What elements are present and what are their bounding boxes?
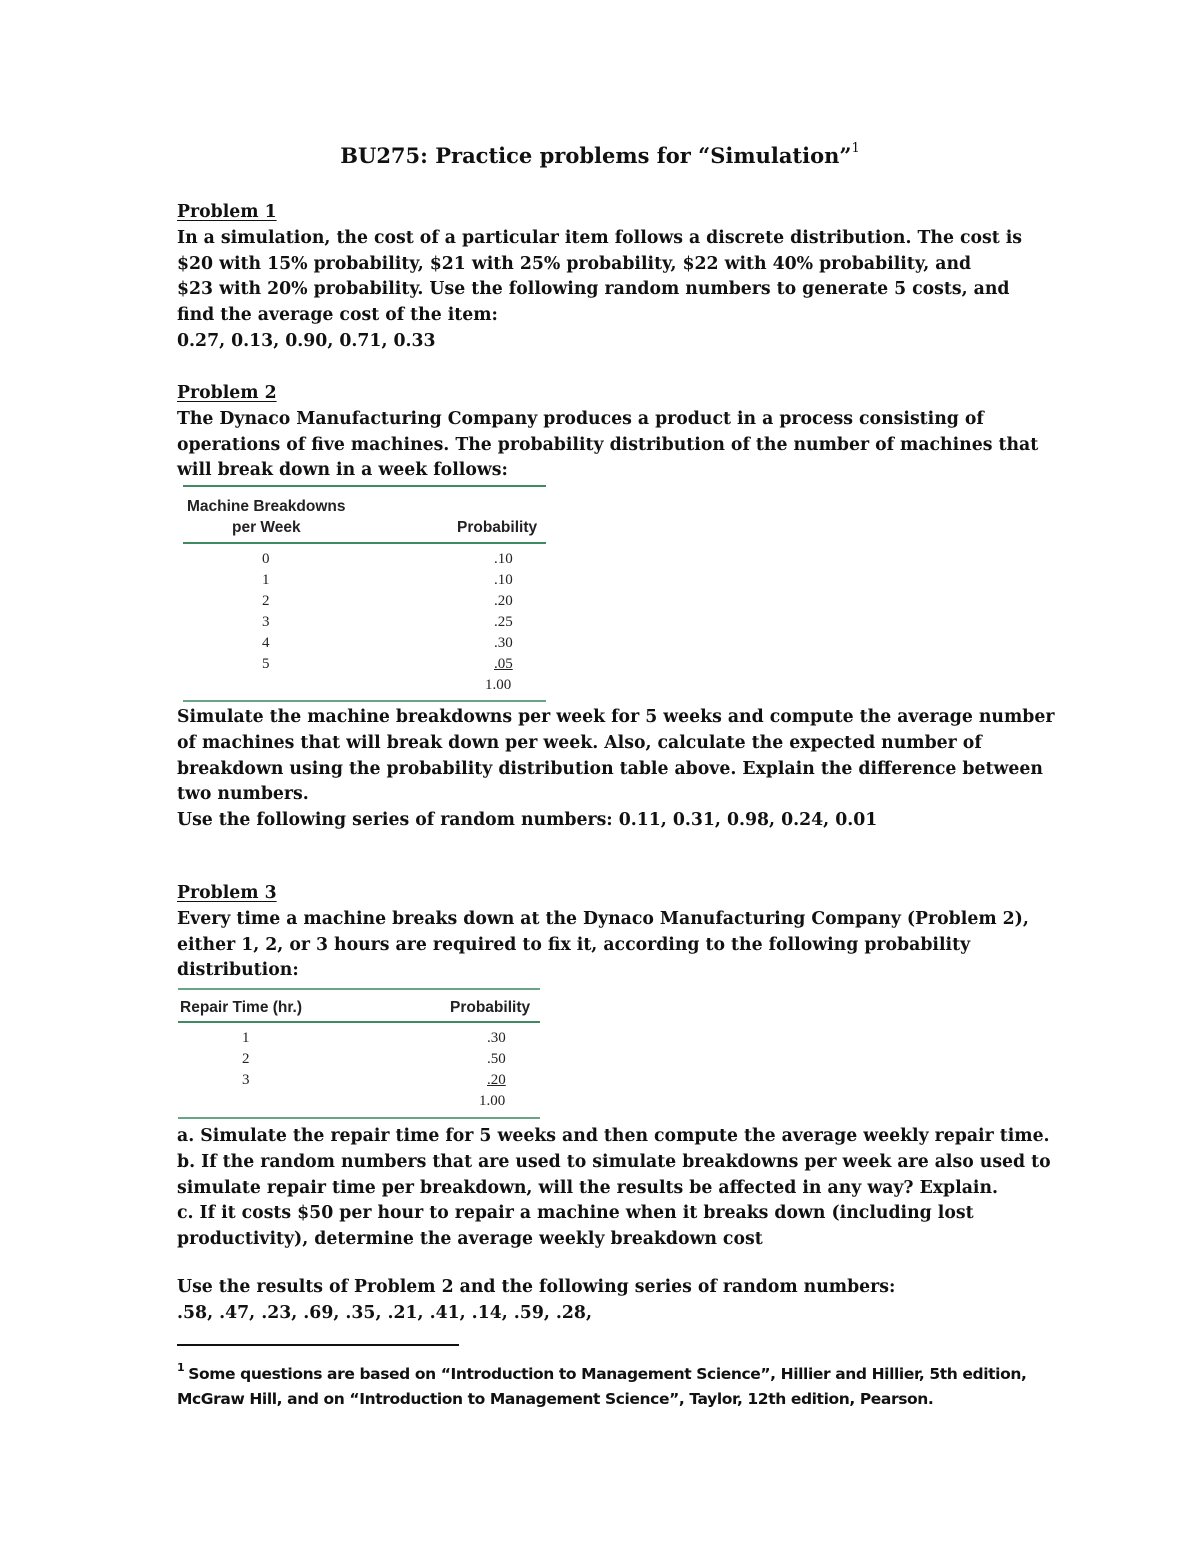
problem-1-line: $20 with 15% probability, $21 with 25% probability, $22 with 40% probability, and xyxy=(177,253,972,274)
table-cell: 3 xyxy=(262,614,270,630)
title-text: BU275: Practice problems for “Simulation” xyxy=(340,143,852,168)
problem-2-heading: Problem 2 xyxy=(177,383,277,403)
problem-2-line: will break down in a week follows: xyxy=(177,460,508,481)
question-c: c. If it costs $50 per hour to repair a machine when it breaks down (including lost xyxy=(177,1203,974,1224)
probability-header: Probability xyxy=(457,519,538,536)
table-cell: 3 xyxy=(242,1072,250,1088)
problem-1 xyxy=(177,200,1037,355)
problem-2-questions xyxy=(177,705,1055,834)
problem-2-random-numbers: Use the following series of random numbers: 0.11, 0.31, 0.98, 0.24, 0.01 xyxy=(177,810,878,831)
footnote-line-2: McGraw Hill, and on “Introduction to Management Science”, Taylor, 12th edition, Pearson. xyxy=(177,1390,934,1409)
document-title xyxy=(0,143,1200,168)
problem-2-line: two numbers. xyxy=(177,784,309,805)
problem-2-intro xyxy=(177,381,1037,484)
random-intro: Use the results of Problem 2 and the following series of random numbers: xyxy=(177,1277,896,1297)
table-header-rule xyxy=(183,542,546,544)
footnote-line-1 xyxy=(177,1357,1057,1387)
table-cell: .10 xyxy=(494,572,513,588)
table-cell: .20 xyxy=(487,1072,506,1088)
table-top-rule xyxy=(178,988,540,990)
question-c-cont: productivity), determine the average weekly breakdown cost xyxy=(177,1229,763,1250)
problem-1-line: find the average cost of the item: xyxy=(177,305,498,326)
problem-3-line: Every time a machine breaks down at the Dynaco Manufacturing Company (Problem 2), xyxy=(177,908,1029,929)
repair-time-header: Repair Time (hr.) xyxy=(180,999,303,1016)
table-cell: 0 xyxy=(262,551,270,567)
table-cell: 4 xyxy=(262,635,270,651)
problem-3-heading: Problem 3 xyxy=(177,883,277,903)
problem-1-line: In a simulation, the cost of a particular item follows a discrete distribution. The cost is xyxy=(177,227,1023,248)
table-cell: 5 xyxy=(262,656,270,672)
table-cell: 1 xyxy=(242,1030,250,1046)
table-cell: 1 xyxy=(262,572,270,588)
table-top-rule xyxy=(183,485,546,487)
table-cell: 2 xyxy=(242,1051,250,1067)
problem-1-heading: Problem 1 xyxy=(177,202,277,222)
table-bottom-rule xyxy=(183,700,546,702)
table-cell: .30 xyxy=(494,635,513,651)
table-bottom-rule xyxy=(178,1117,540,1119)
footnote-mark: 1 xyxy=(177,1361,185,1374)
problem-2-line: The Dynaco Manufacturing Company produces a product in a process consisting of xyxy=(177,408,984,429)
problem-2-line: Simulate the machine breakdowns per week for 5 weeks and compute the average number xyxy=(177,707,1055,727)
table-cell: .10 xyxy=(494,551,513,567)
question-b: b. If the random numbers that are used to simulate breakdowns per week are also used to xyxy=(177,1151,1051,1172)
footnote-text: Some questions are based on “Introduction to Management Science”, Hillier and Hillier, 5th edition, xyxy=(188,1365,1027,1384)
problem-3-intro xyxy=(177,881,1037,984)
problem-2-line: of machines that will break down per week. Also, calculate the expected number of xyxy=(177,732,982,753)
breakdowns-table xyxy=(183,485,546,703)
probability-header: Probability xyxy=(450,999,531,1016)
problem-2-line: operations of five machines. The probability distribution of the number of machines that xyxy=(177,434,1039,455)
problem-3-line: either 1, 2, or 3 hours are required to fix it, according to the following probability xyxy=(177,934,971,955)
table-total: 1.00 xyxy=(485,677,512,693)
problem-3-line: distribution: xyxy=(177,960,299,981)
table-cell: .05 xyxy=(494,656,513,672)
problem-3-random xyxy=(177,1275,1037,1327)
title-footnote-mark: 1 xyxy=(851,141,860,156)
question-a: a. Simulate the repair time for 5 weeks and then compute the average weekly repair time. xyxy=(177,1126,1050,1146)
table-cell: .20 xyxy=(494,593,513,609)
breakdowns-header-line2: per Week xyxy=(232,519,301,536)
footnote-rule xyxy=(177,1344,459,1346)
table-cell: 2 xyxy=(262,593,270,609)
table-cell: .25 xyxy=(494,614,513,630)
question-b-cont: simulate repair time per breakdown, will the results be affected in any way? Explain. xyxy=(177,1177,999,1198)
repair-time-table xyxy=(178,988,540,1121)
problem-3-questions xyxy=(177,1124,1051,1253)
table-cell: .50 xyxy=(487,1051,506,1067)
random-numbers: .58, .47, .23, .69, .35, .21, .41, .14, .59, .28, xyxy=(177,1302,592,1323)
problem-1-random-numbers: 0.27, 0.13, 0.90, 0.71, 0.33 xyxy=(177,330,436,351)
problem-2-line: breakdown using the probability distribution table above. Explain the difference between xyxy=(177,758,1043,779)
breakdowns-header: Machine Breakdowns xyxy=(187,498,346,515)
footnote xyxy=(177,1357,1057,1412)
table-cell: .30 xyxy=(487,1030,506,1046)
problem-1-line: $23 with 20% probability. Use the following random numbers to generate 5 costs, and xyxy=(177,279,1010,300)
table-header-rule xyxy=(178,1021,540,1023)
table-total: 1.00 xyxy=(479,1093,506,1109)
